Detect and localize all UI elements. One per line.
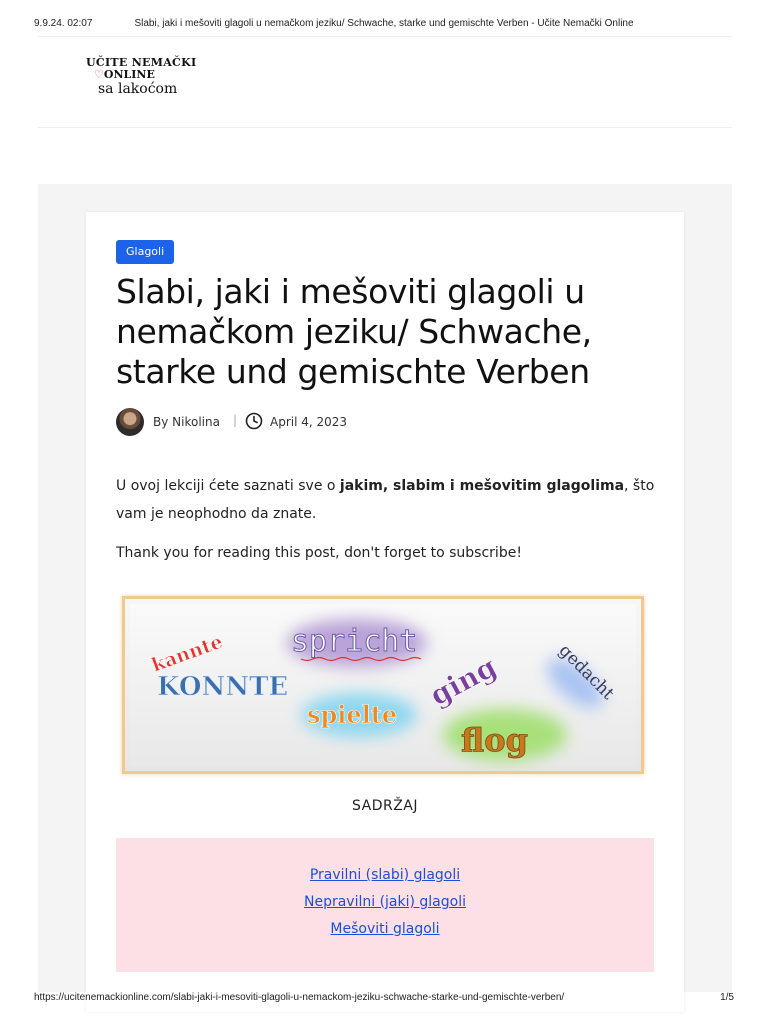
author-avatar[interactable] — [116, 408, 144, 436]
toc-link-mesoviti[interactable]: Mešoviti glagoli — [330, 921, 440, 937]
toc-link-pravilni[interactable]: Pravilni (slabi) glagoli — [309, 867, 461, 883]
category-badge[interactable]: Glagoli — [116, 240, 174, 264]
logo-line-2-text: ONLINE — [103, 68, 155, 81]
word-konnte: KONNTE — [157, 672, 289, 702]
site-logo[interactable] — [86, 57, 198, 107]
intro-text-after: , što vam je neophodno da znate. — [116, 478, 655, 522]
author-link[interactable]: By Nikolina — [153, 415, 220, 429]
print-header — [0, 0, 768, 30]
table-of-contents — [116, 838, 654, 972]
print-footer — [0, 992, 768, 1012]
toc-title: SADRŽAJ — [351, 798, 419, 814]
logo-line-1: UČITE NEMAČKI — [86, 56, 197, 69]
meta-separator: | — [233, 413, 238, 427]
print-page-number: 1/5 — [720, 992, 734, 1003]
word-spielte: spielte — [307, 700, 398, 729]
print-page-title: Slabi, jaki i mešoviti glagoli u nemačkom jeziku/ Schwache, starke und gemischte Verben - Učite Nemački Online — [134, 18, 634, 29]
toc-link-nepravilni[interactable]: Nepravilni (jaki) glagoli — [303, 894, 466, 910]
hero-image — [122, 596, 644, 774]
site-header — [38, 36, 732, 128]
print-date: 9.9.24. 02:07 — [34, 18, 93, 29]
post-title: Slabi, jaki i mešoviti glagoli u nemačkom jeziku/ Schwache, starke und gemischte Verben — [116, 272, 592, 391]
word-ging: ging — [424, 650, 502, 713]
intro-paragraph — [116, 472, 656, 528]
post-meta — [116, 408, 516, 436]
intro-text-before: U ovoj lekciji ćete saznati sve o — [116, 478, 340, 494]
logo-line-2 — [86, 69, 198, 81]
word-gedacht: gedacht — [554, 640, 618, 704]
heart-icon: ♡ — [94, 68, 104, 81]
clock-icon — [245, 412, 263, 430]
intro-text-bold: jakim, slabim i mešovitim glagolima — [339, 478, 625, 494]
post-date: April 4, 2023 — [270, 415, 348, 429]
word-flog: flog — [461, 721, 528, 759]
logo-line-3: sa lakoćom — [98, 81, 178, 97]
print-url: https://ucitenemackionline.com/slabi-jaki-i-mesoviti-glagoli-u-nemackom-jeziku-schwache-starke-und-gemischte-verben/ — [34, 992, 565, 1003]
word-kannte: kannte — [148, 630, 226, 677]
hero-word-art — [125, 599, 641, 771]
subscribe-note: Thank you for reading this post, don't forget to subscribe! — [116, 545, 522, 561]
word-spricht: spricht — [291, 624, 418, 659]
